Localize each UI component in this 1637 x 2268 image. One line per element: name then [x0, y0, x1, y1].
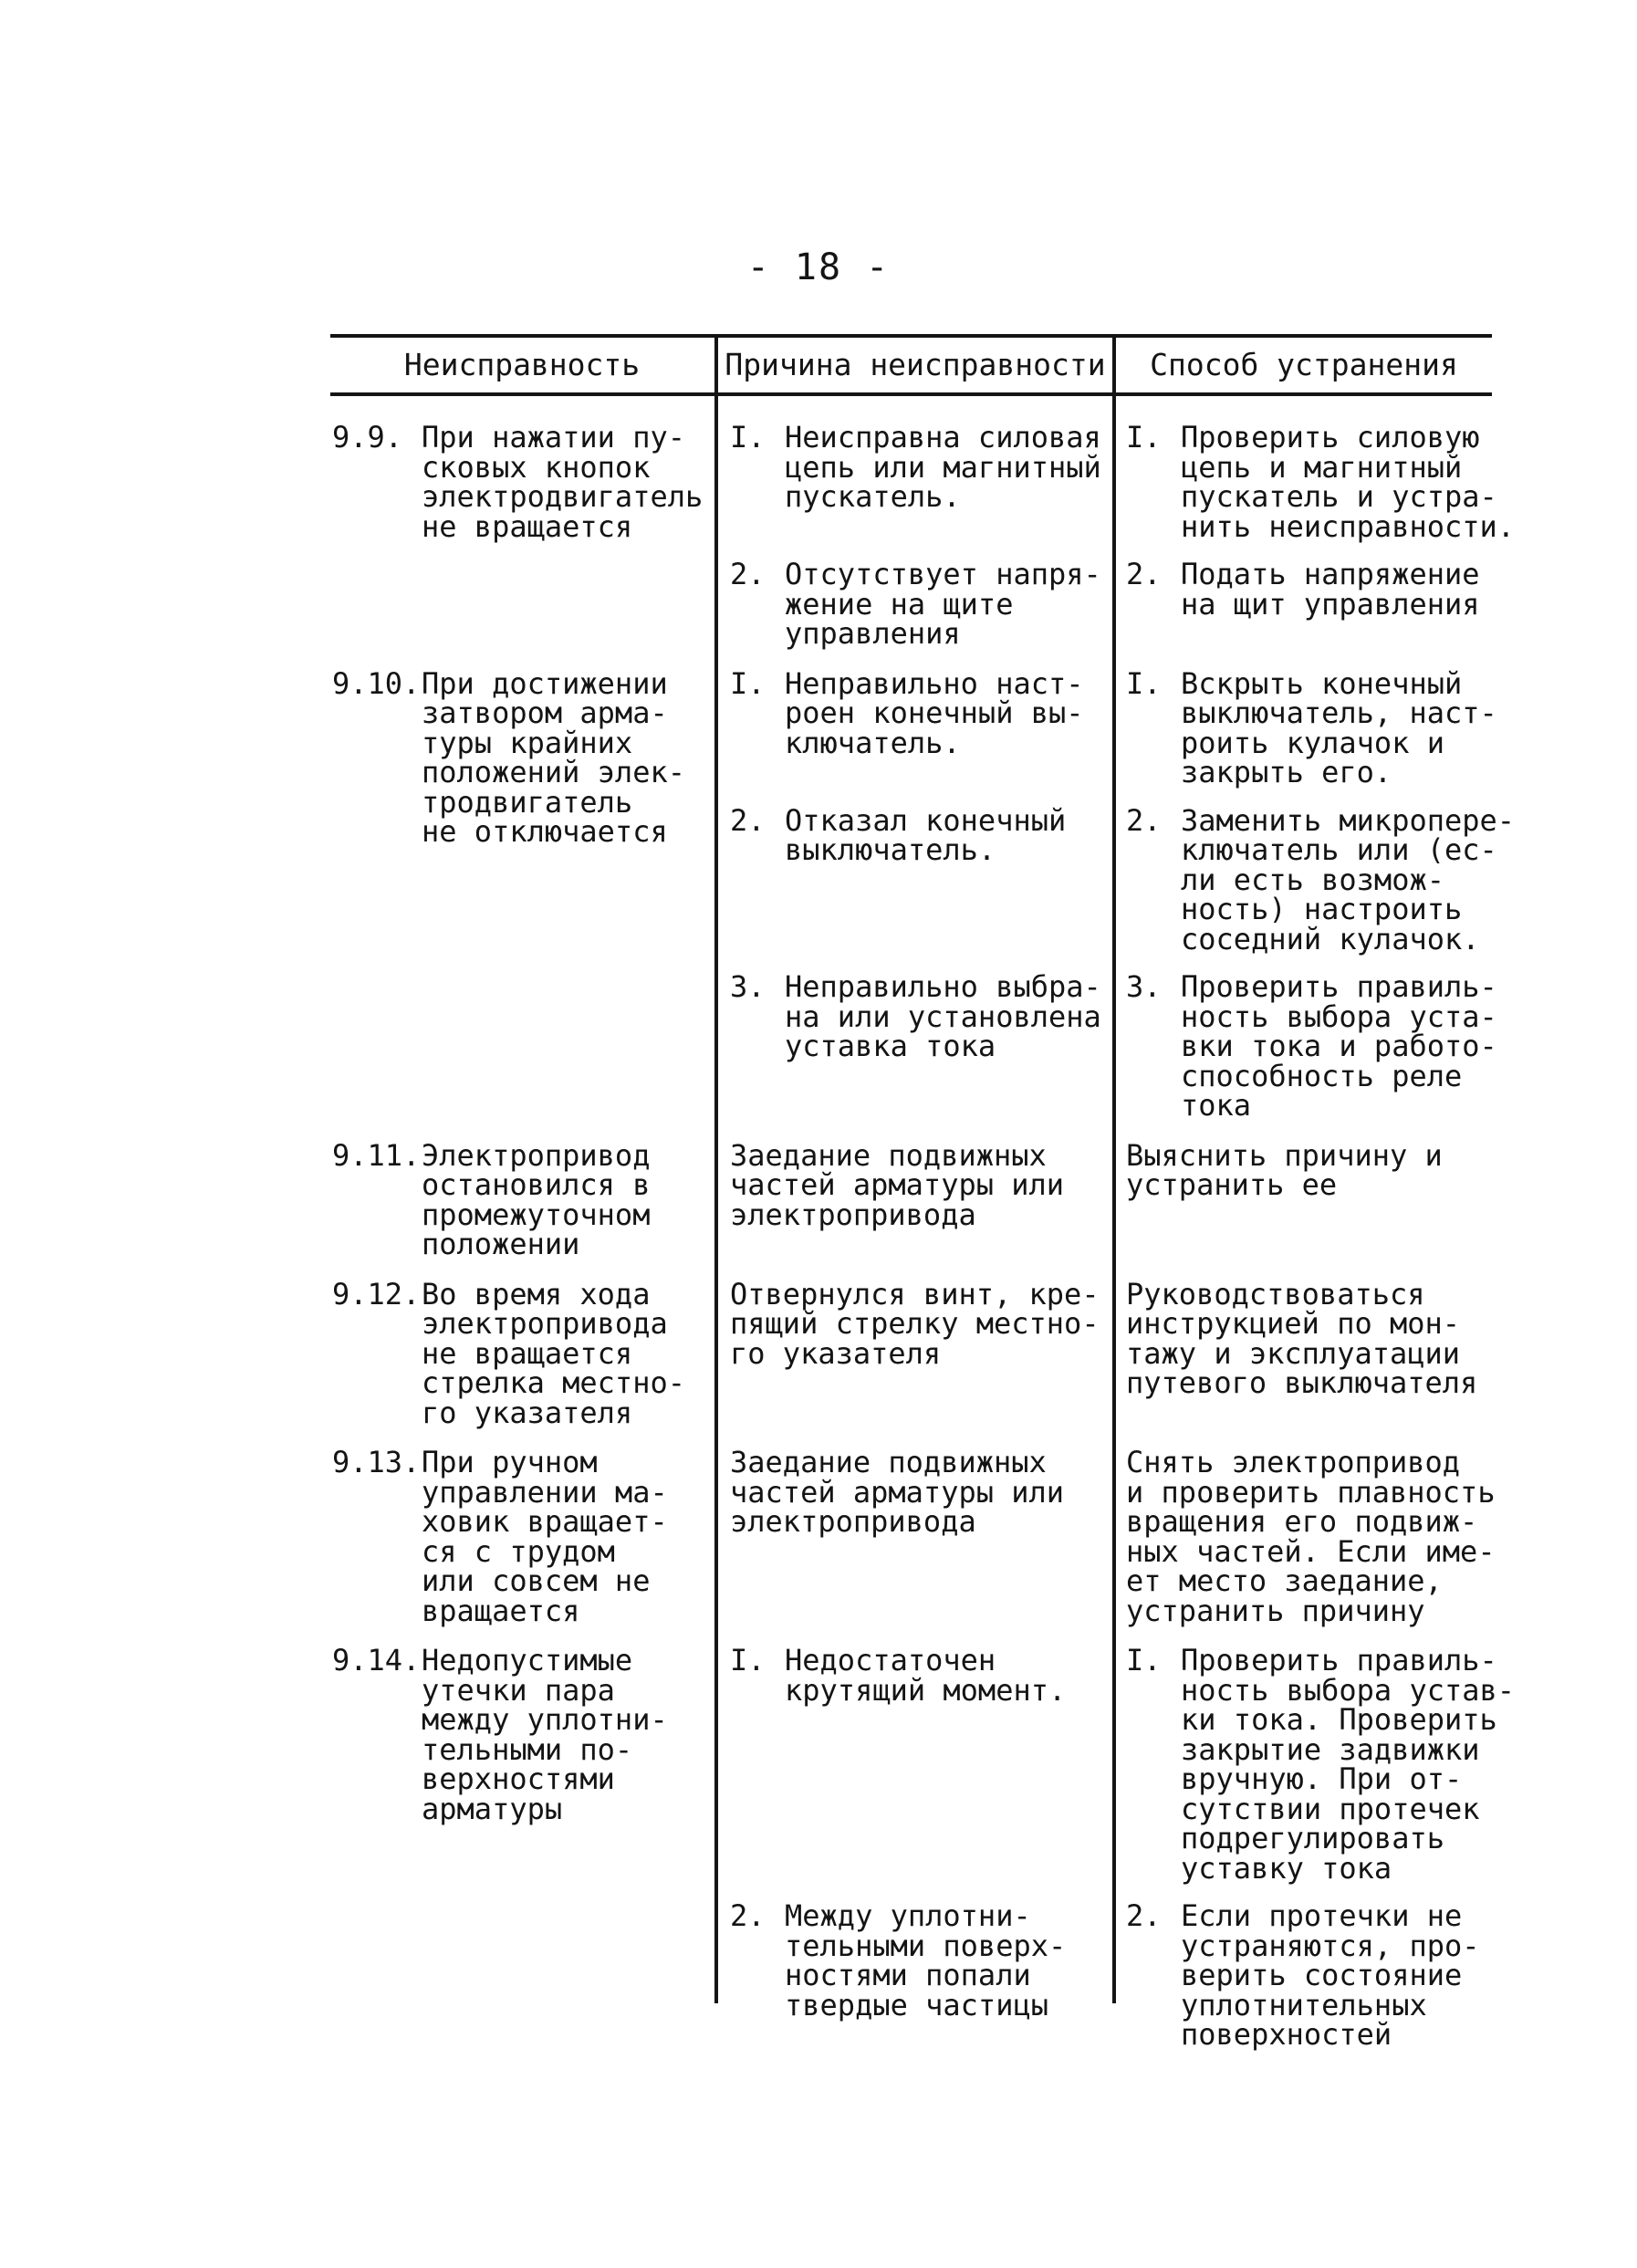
- cause-text-line: Отказал конечный: [785, 802, 1067, 838]
- cause-number: 2.: [730, 557, 766, 591]
- remedy-text-line: сутствии протечек: [1181, 1791, 1480, 1826]
- remedy-number: 2.: [1126, 557, 1162, 591]
- cause-text: [730, 1137, 1065, 1232]
- remedy-text-line: и проверить плавность: [1126, 1474, 1496, 1510]
- fault-text-line: положений элек-: [422, 755, 685, 789]
- remedy-text-line: устранить причину: [1126, 1593, 1425, 1628]
- remedy-text-line: путевого выключателя: [1126, 1365, 1478, 1400]
- remedy-text-line: Заменить микропере-: [1181, 802, 1516, 838]
- remedy-text-line: цепь и магнитный: [1181, 449, 1463, 485]
- remedy-text-line: Вскрыть конечный: [1181, 665, 1463, 701]
- remedy-text-line: устраняются, про-: [1181, 1928, 1480, 1963]
- remedy-text-line: Проверить правиль-: [1181, 1643, 1497, 1677]
- remedy-text-line: ность выбора устав-: [1181, 1672, 1516, 1708]
- fault-text-line: вращается: [422, 1593, 580, 1628]
- cause-text-line: электропривода: [730, 1504, 976, 1539]
- cause-text-line: Отсутствует напря-: [785, 557, 1101, 591]
- remedy-text-line: устранить ее: [1126, 1167, 1338, 1202]
- cause-number: I.: [730, 665, 766, 701]
- remedy-text-line: тока: [1181, 1088, 1252, 1123]
- remedy-number: 2.: [1126, 1898, 1162, 1933]
- remedy-text-line: закрытие задвижки: [1181, 1731, 1480, 1767]
- cause-text-line: пящий стрелку местно-: [730, 1306, 1100, 1341]
- fault-text-line: электродвигатель: [422, 479, 704, 514]
- remedy-text-line: Руководствоваться: [1126, 1276, 1425, 1312]
- fault-text-line: утечки пара: [422, 1672, 615, 1708]
- cause-text-line: на или установлена: [785, 998, 1101, 1034]
- remedy-text-line: Выяснить причину и: [1126, 1137, 1443, 1173]
- cause-text-line: ностями попали: [785, 1958, 1031, 1992]
- remedy-text: [1126, 1445, 1496, 1628]
- remedy-text-line: Проверить правиль-: [1181, 969, 1497, 1004]
- fault-text-line: тельными по-: [422, 1731, 633, 1767]
- remedy-text-line: Проверить силовую: [1181, 420, 1480, 455]
- cause-text: [785, 969, 1101, 1063]
- table-header-rule: [330, 392, 1492, 396]
- remedy-text-line: уставку тока: [1181, 1850, 1392, 1886]
- fault-text: [422, 420, 704, 544]
- page-number: - 18 -: [746, 246, 891, 288]
- cause-text-line: жение на щите: [785, 586, 1014, 622]
- fault-text-line: между уплотни-: [422, 1702, 668, 1737]
- remedy-text-line: верить состояние: [1181, 1958, 1463, 1992]
- fault-number: 9.10.: [332, 665, 421, 701]
- remedy-text-line: ет место заедание,: [1126, 1563, 1443, 1598]
- header-fault: Неисправность: [403, 347, 641, 382]
- fault-number: 9.12.: [332, 1276, 421, 1312]
- cause-text-line: электропривода: [730, 1197, 976, 1232]
- cause-number: 2.: [730, 1898, 766, 1933]
- fault-text-line: не вращается: [422, 1335, 633, 1371]
- fault-text-line: не отключается: [422, 814, 668, 849]
- remedy-text-line: выключатель, наст-: [1181, 695, 1497, 730]
- remedy-text-line: закрыть его.: [1181, 755, 1392, 789]
- remedy-text-line: поверхностей: [1181, 2017, 1392, 2052]
- remedy-text-line: Если протечки не: [1181, 1898, 1463, 1933]
- fault-text-line: остановился в: [422, 1167, 651, 1202]
- fault-text-line: затвором арма-: [422, 695, 668, 730]
- cause-text-line: го указателя: [730, 1335, 942, 1371]
- fault-number: 9.14.: [332, 1643, 421, 1677]
- fault-text-line: При нажатии пу-: [422, 420, 685, 455]
- cause-text-line: Неправильно наст-: [785, 665, 1084, 701]
- fault-text: [422, 1276, 685, 1430]
- column-divider-left: [714, 338, 718, 2003]
- fault-text-line: При достижении: [422, 665, 668, 701]
- remedy-text: [1181, 557, 1480, 622]
- remedy-text-line: вращения его подвиж-: [1126, 1504, 1478, 1539]
- remedy-text: [1181, 1898, 1480, 2052]
- fault-text: [422, 665, 685, 849]
- remedy-text-line: подрегулировать: [1181, 1821, 1444, 1855]
- fault-text-line: арматуры: [422, 1791, 563, 1826]
- cause-number: 3.: [730, 969, 766, 1004]
- remedy-text-line: роить кулачок и: [1181, 725, 1444, 760]
- fault-text-line: не вращается: [422, 508, 633, 544]
- remedy-text-line: соседний кулачок.: [1181, 921, 1480, 956]
- fault-text-line: верхностями: [422, 1761, 615, 1796]
- remedy-text-line: уплотнительных: [1181, 1987, 1427, 2022]
- fault-text-line: Электропривод: [422, 1137, 651, 1173]
- cause-text-line: Между уплотни-: [785, 1898, 1031, 1933]
- cause-text: [785, 1643, 1067, 1708]
- header-cause: Причина неисправности: [725, 347, 1106, 382]
- remedy-text-line: на щит управления: [1181, 586, 1480, 622]
- cause-text-line: тельными поверх-: [785, 1928, 1067, 1963]
- fault-text-line: ся с трудом: [422, 1533, 615, 1569]
- remedy-number: I.: [1126, 420, 1162, 455]
- remedy-number: I.: [1126, 1643, 1162, 1677]
- fault-text: [422, 1445, 668, 1628]
- remedy-text-line: вки тока и работо-: [1181, 1029, 1497, 1063]
- fault-text-line: сковых кнопок: [422, 449, 651, 485]
- fault-text-line: туры крайних: [422, 725, 633, 760]
- cause-number: I.: [730, 1643, 766, 1677]
- cause-text-line: ключатель.: [785, 725, 961, 760]
- remedy-text-line: нить неисправности.: [1181, 508, 1516, 544]
- cause-text: [785, 665, 1084, 760]
- remedy-text: [1126, 1276, 1478, 1400]
- cause-text-line: пускатель.: [785, 479, 961, 514]
- fault-text-line: стрелка местно-: [422, 1365, 685, 1400]
- cause-text-line: цепь или магнитный: [785, 449, 1101, 485]
- fault-text-line: Недопустимые: [422, 1643, 633, 1677]
- fault-text-line: тродвигатель: [422, 784, 633, 820]
- cause-text-line: Неисправна силовая: [785, 420, 1101, 455]
- remedy-text-line: Подать напряжение: [1181, 557, 1480, 591]
- fault-text: [422, 1137, 651, 1261]
- fault-number: 9.9.: [332, 420, 403, 455]
- remedy-text-line: ли есть возмож-: [1181, 862, 1444, 897]
- remedy-number: 2.: [1126, 802, 1162, 838]
- remedy-text-line: ключатель или (ес-: [1181, 832, 1497, 867]
- remedy-text: [1181, 969, 1497, 1123]
- cause-text-line: Неправильно выбра-: [785, 969, 1101, 1004]
- table-top-rule: [330, 334, 1492, 338]
- remedy-number: I.: [1126, 665, 1162, 701]
- fault-text-line: го указателя: [422, 1395, 633, 1430]
- cause-text-line: крутящий момент.: [785, 1672, 1067, 1708]
- cause-text-line: роен конечный вы-: [785, 695, 1084, 730]
- remedy-text-line: ки тока. Проверить: [1181, 1702, 1497, 1737]
- remedy-text: [1126, 1137, 1443, 1202]
- remedy-text-line: ных частей. Если име-: [1126, 1533, 1496, 1569]
- remedy-text-line: пускатель и устра-: [1181, 479, 1497, 514]
- cause-text: [785, 420, 1101, 514]
- fault-text-line: положении: [422, 1227, 580, 1261]
- cause-text: [785, 559, 1101, 649]
- cause-text-line: уставка тока: [785, 1029, 996, 1063]
- remedy-text-line: способность реле: [1181, 1058, 1463, 1093]
- fault-number: 9.11.: [332, 1137, 421, 1173]
- cause-text-line: частей арматуры или: [730, 1474, 1065, 1510]
- fault-text-line: промежуточном: [422, 1197, 651, 1232]
- fault-text-line: управлении ма-: [422, 1474, 668, 1510]
- remedy-text-line: тажу и эксплуатации: [1126, 1335, 1461, 1371]
- cause-text-line: Отвернулся винт, кре-: [730, 1276, 1100, 1312]
- column-divider-right: [1112, 338, 1116, 2003]
- remedy-text: [1181, 665, 1497, 789]
- cause-text-line: Заедание подвижных: [730, 1445, 1047, 1479]
- remedy-text-line: ность выбора уста-: [1181, 998, 1497, 1034]
- remedy-text: [1181, 1643, 1516, 1886]
- cause-text-line: Недостаточен: [785, 1643, 996, 1677]
- remedy-text: [1181, 420, 1516, 544]
- fault-text-line: электропривода: [422, 1306, 668, 1341]
- cause-text: [785, 1898, 1067, 2022]
- cause-text: [730, 1445, 1065, 1539]
- fault-text-line: ховик вращает-: [422, 1504, 668, 1539]
- fault-text-line: При ручном: [422, 1445, 598, 1479]
- cause-text: [730, 1276, 1100, 1371]
- cause-text: [785, 802, 1067, 867]
- cause-text-line: твердые частицы: [785, 1987, 1048, 2022]
- cause-number: 2.: [730, 802, 766, 838]
- cause-number: I.: [730, 420, 766, 455]
- remedy-number: 3.: [1126, 969, 1162, 1004]
- fault-number: 9.13.: [332, 1445, 421, 1479]
- remedy-text-line: Снять электропривод: [1126, 1445, 1461, 1479]
- fault-text-line: Во время хода: [422, 1276, 651, 1312]
- remedy-text: [1181, 802, 1516, 956]
- remedy-text-line: ность) настроить: [1181, 892, 1463, 926]
- cause-text-line: выключатель.: [785, 832, 996, 867]
- cause-text-line: частей арматуры или: [730, 1167, 1065, 1202]
- header-remedy: Способ устранения: [1150, 347, 1458, 382]
- cause-text-line: Заедание подвижных: [730, 1137, 1047, 1173]
- fault-text: [422, 1643, 668, 1826]
- remedy-text-line: инструкцией по мон-: [1126, 1306, 1461, 1341]
- remedy-text-line: вручную. При от-: [1181, 1761, 1463, 1796]
- cause-text-line: управления: [785, 616, 961, 651]
- fault-text-line: или совсем не: [422, 1563, 651, 1598]
